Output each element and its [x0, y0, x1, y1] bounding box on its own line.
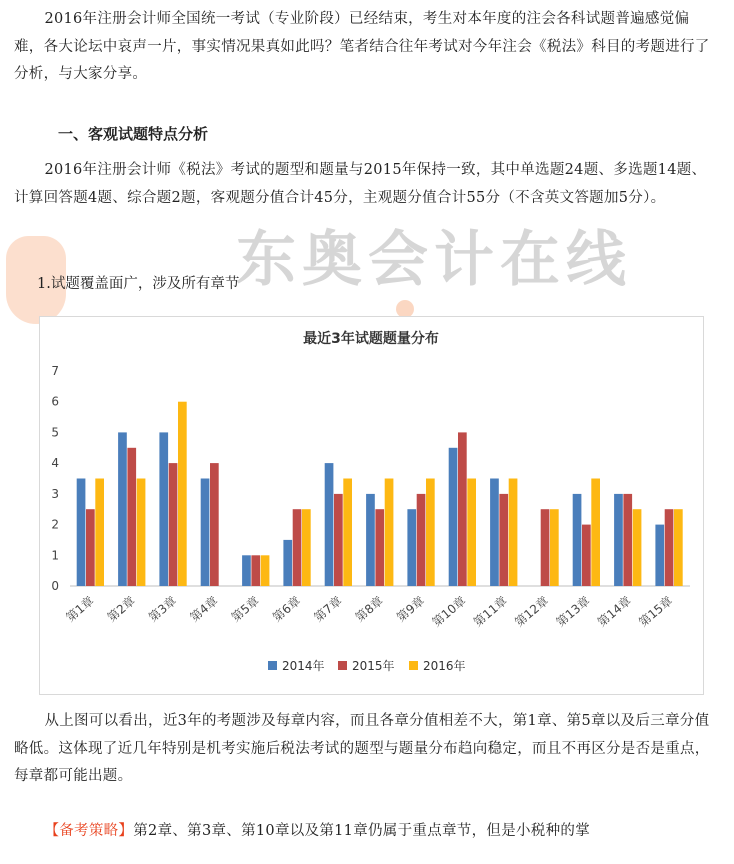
x-tick-label: 第11章 — [470, 593, 510, 630]
x-tick-label: 第14章 — [594, 593, 634, 630]
bar — [633, 509, 642, 586]
strategy-paragraph — [14, 818, 710, 846]
bar — [623, 494, 632, 586]
bar — [283, 540, 292, 586]
bar — [127, 448, 136, 586]
legend-label: 2014年 — [282, 659, 325, 673]
bar — [86, 509, 95, 586]
bar — [407, 509, 416, 586]
bar — [366, 494, 375, 586]
bar — [169, 463, 178, 586]
watermark-text: 东奥会计在线 — [236, 225, 632, 295]
bar — [334, 494, 343, 586]
bar — [490, 479, 499, 587]
x-tick-label: 第15章 — [636, 593, 676, 630]
bar — [665, 509, 674, 586]
bar — [614, 494, 623, 586]
intro-paragraph: 2016年注册会计师全国统一考试（专业阶段）已经结束，考生对本年度的注会各科试题普遍感觉偏难，各大论坛中哀声一片，事实情况果真如此吗？笔者结合往年考试对今年注会《税法》科目的考题进行了分析，与大家分享。 — [14, 11, 710, 82]
analysis-paragraph: 从上图可以看出，近3年的考题涉及每章内容，而且各章分值相差不大，第1章、第5章以及后三章分值略低。这体现了近几年特别是机考实施后税法考试的题型与题量分布趋向稳定，而且不再区分是否是重点，每章都可能出题。 — [14, 713, 710, 784]
legend-swatch — [268, 661, 277, 670]
x-tick-label: 第1章 — [63, 593, 97, 625]
x-tick-label: 第12章 — [512, 593, 552, 630]
bar — [137, 479, 146, 587]
bar — [655, 525, 664, 586]
bar — [343, 479, 352, 587]
bar — [178, 402, 187, 586]
x-tick-label: 第2章 — [104, 593, 138, 625]
bar — [251, 555, 260, 586]
bar — [210, 463, 219, 586]
x-tick-label: 第10章 — [429, 593, 469, 630]
bar — [674, 509, 683, 586]
legend-swatch — [338, 661, 347, 670]
y-tick-label: 7 — [51, 364, 59, 378]
bar — [467, 479, 476, 587]
bar — [426, 479, 435, 587]
bar — [499, 494, 508, 586]
x-tick-label: 第5章 — [228, 593, 262, 625]
bar-chart — [40, 317, 703, 694]
x-tick-label: 第3章 — [145, 593, 180, 625]
y-tick-label: 2 — [51, 517, 59, 532]
y-tick-label: 3 — [51, 486, 59, 501]
bar — [201, 479, 210, 587]
section-heading-objective: 一、客观试题特点分析 — [58, 125, 209, 143]
x-tick-label: 第8章 — [352, 593, 386, 625]
section1-paragraph: 2016年注册会计师《税法》考试的题型和题量与2015年保持一致，其中单选题24题、多选题14题、计算回答题4题、综合题2题，客观题分值合计45分，主观题分值合计55分（不含英文答题加5分）。 — [14, 162, 707, 206]
bar — [417, 494, 426, 586]
bar — [242, 555, 251, 586]
y-tick-label: 1 — [51, 548, 59, 563]
legend-swatch — [409, 661, 418, 670]
bar — [293, 509, 302, 586]
bar — [541, 509, 550, 586]
strategy-text: 第2章、第3章、第10章以及第11章仍属于重点章节，但是小税种的掌 — [133, 823, 590, 839]
bar — [385, 479, 394, 587]
bar — [95, 479, 104, 587]
legend-label: 2016年 — [423, 659, 466, 673]
x-tick-label: 第13章 — [553, 593, 593, 630]
x-tick-label: 第9章 — [393, 593, 428, 625]
y-tick-label: 0 — [51, 579, 59, 593]
x-tick-label: 第4章 — [187, 593, 221, 625]
bar — [582, 525, 591, 586]
x-tick-label: 第7章 — [311, 593, 345, 625]
y-tick-label: 6 — [51, 394, 59, 409]
bar — [591, 479, 600, 587]
legend-label: 2015年 — [352, 659, 395, 673]
strategy-label: 【备考策略】 — [44, 823, 134, 839]
bar — [118, 432, 127, 586]
x-tick-label: 第6章 — [269, 593, 304, 625]
bar — [449, 448, 458, 586]
chart-title: 最近3年试题题量分布 — [303, 331, 439, 347]
bar — [302, 509, 311, 586]
bar — [550, 509, 559, 586]
bar — [325, 463, 334, 586]
y-tick-label: 5 — [51, 425, 59, 440]
bar — [261, 555, 270, 586]
subheading-coverage: 1.试题覆盖面广，涉及所有章节 — [37, 276, 240, 292]
bar — [573, 494, 582, 586]
bar-chart-container — [39, 316, 704, 695]
y-tick-label: 4 — [51, 456, 59, 471]
bar — [509, 479, 518, 587]
bar — [375, 509, 384, 586]
bar — [159, 432, 168, 586]
bar — [77, 479, 86, 587]
bar — [458, 432, 467, 586]
